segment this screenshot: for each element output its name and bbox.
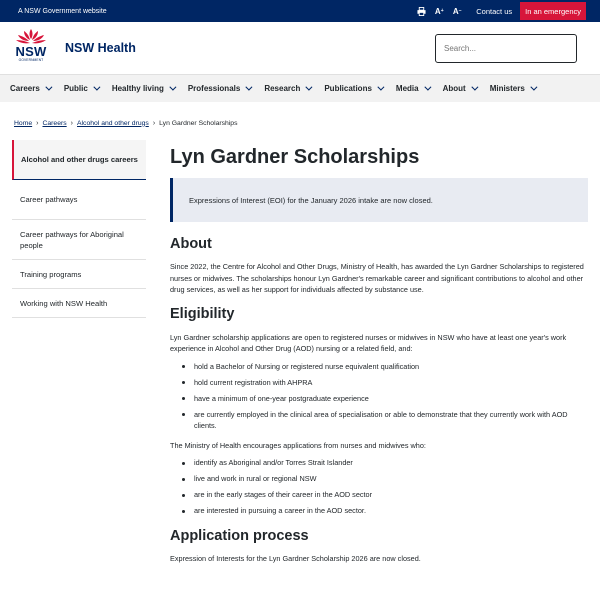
nav-item-label: Research bbox=[264, 84, 301, 93]
chevron-down-icon bbox=[93, 84, 100, 91]
text-increase-icon[interactable]: A + bbox=[434, 6, 444, 16]
nav-item-public[interactable] bbox=[64, 84, 98, 93]
sidenav-item-career-pathways[interactable]: Career pathways bbox=[12, 180, 146, 220]
sidenav-item-training-programs[interactable]: Training programs bbox=[12, 260, 146, 289]
nav-item-label: Healthy living bbox=[111, 84, 164, 93]
ministry-paragraph: The Ministry of Health encourages applications from nurses and midwives who: bbox=[170, 440, 426, 450]
main-content bbox=[170, 140, 588, 564]
nav-item-label: Professionals bbox=[187, 84, 241, 93]
nav-item-label: Ministers bbox=[489, 84, 525, 93]
printer-icon[interactable] bbox=[414, 4, 428, 18]
masthead-tools bbox=[410, 0, 586, 22]
chevron-down-icon bbox=[377, 84, 384, 91]
ministry-list bbox=[170, 457, 588, 517]
nav-item-label: Careers bbox=[10, 84, 40, 93]
breadcrumb-alcohol-and-other-drugs[interactable]: Alcohol and other drugs bbox=[77, 119, 149, 127]
emergency-button[interactable]: In an emergency bbox=[520, 2, 586, 20]
nav-item-research[interactable] bbox=[264, 84, 310, 93]
application-paragraph: Expression of Interests for the Lyn Gardner Scholarship 2026 are now closed. bbox=[170, 553, 421, 563]
side-navigation bbox=[12, 140, 146, 564]
chevron-right-icon: › bbox=[152, 119, 156, 127]
list-item: have a minimum of one-year postgraduate experience bbox=[170, 393, 588, 405]
application-heading: Application process bbox=[170, 527, 309, 544]
nav-item-label: Public bbox=[63, 84, 88, 93]
eligibility-paragraph: Lyn Gardner scholarship applications are open to registered nurses or midwives in NSW who have at least one year's work experience in Alcohol and Other Drug (AOD) nursing or a related field, and: bbox=[170, 332, 567, 353]
list-item: are interested in pursuing a career in the AOD sector. bbox=[170, 505, 588, 517]
search-input[interactable] bbox=[435, 34, 577, 63]
chevron-right-icon: › bbox=[70, 119, 74, 127]
nav-item-healthy-living[interactable] bbox=[112, 84, 174, 93]
site-title[interactable]: NSW Health bbox=[65, 41, 136, 55]
list-item: identify as Aboriginal and/or Torres Strait Islander bbox=[170, 457, 588, 469]
list-item: hold a Bachelor of Nursing or registered nurse equivalent qualification bbox=[170, 361, 588, 373]
chevron-down-icon bbox=[45, 84, 52, 91]
breadcrumb-careers[interactable]: Careers bbox=[42, 119, 67, 127]
about-paragraph: Since 2022, the Centre for Alcohol and Other Drugs, Ministry of Health, has awarded the Lyn Gardner Scholarships to registered nurses or midwives. The scholarships honour Lyn Gardner's remarkable career and significant contributions to alcohol and other drug services, as well as her support for individuals affected by substance use. bbox=[170, 262, 584, 294]
sidenav-item-aod-careers[interactable]: Alcohol and other drugs careers bbox=[12, 140, 146, 180]
sidenav-item-working-with-nsw-health[interactable]: Working with NSW Health bbox=[12, 289, 146, 318]
eligibility-heading: Eligibility bbox=[170, 305, 235, 322]
nav-item-professionals[interactable] bbox=[188, 84, 250, 93]
nav-item-label: Publications bbox=[324, 84, 372, 93]
callout-text: Expressions of Interest (EOI) for the January 2026 intake are now closed. bbox=[189, 195, 433, 205]
chevron-down-icon bbox=[424, 84, 431, 91]
site-header bbox=[0, 22, 600, 74]
main-navigation bbox=[0, 74, 600, 102]
chevron-down-icon bbox=[306, 84, 313, 91]
chevron-right-icon: › bbox=[36, 119, 39, 127]
nsw-government-logo[interactable] bbox=[13, 28, 49, 68]
breadcrumb-current: Lyn Gardner Scholarships bbox=[159, 119, 238, 127]
nav-item-careers[interactable] bbox=[10, 84, 50, 93]
breadcrumb-home[interactable]: Home bbox=[14, 119, 33, 127]
list-item: live and work in rural or regional NSW bbox=[170, 473, 588, 485]
nav-item-about[interactable] bbox=[443, 84, 476, 93]
contact-us-link[interactable]: Contact us bbox=[476, 6, 513, 16]
page-title: Lyn Gardner Scholarships bbox=[170, 146, 420, 168]
chevron-down-icon bbox=[169, 84, 176, 91]
nav-item-label: About bbox=[442, 84, 466, 93]
list-item: hold current registration with AHPRA bbox=[170, 377, 588, 389]
masthead bbox=[0, 0, 600, 22]
government-site-text: A NSW Government website bbox=[18, 7, 107, 15]
breadcrumb bbox=[0, 118, 600, 128]
eoi-closed-callout bbox=[170, 178, 588, 222]
chevron-down-icon bbox=[246, 84, 253, 91]
nav-item-label: Media bbox=[395, 84, 419, 93]
logo-subtext: GOVERNMENT bbox=[18, 58, 44, 62]
nav-item-publications[interactable] bbox=[324, 84, 382, 93]
chevron-down-icon bbox=[530, 84, 537, 91]
sidenav-item-aboriginal-pathways[interactable]: Career pathways for Aboriginal people bbox=[12, 220, 146, 260]
list-item: are in the early stages of their career in the AOD sector bbox=[170, 489, 588, 501]
logo-text: NSW bbox=[15, 44, 47, 59]
content-area bbox=[0, 140, 600, 564]
about-heading: About bbox=[170, 236, 212, 252]
text-decrease-icon[interactable]: A − bbox=[452, 6, 462, 16]
nav-item-media[interactable] bbox=[396, 84, 429, 93]
nav-item-ministers[interactable] bbox=[490, 84, 535, 93]
list-item: are currently employed in the clinical area of specialisation or able to demonstrate that they currently work with AOD clients. bbox=[170, 409, 588, 432]
chevron-down-icon bbox=[471, 84, 478, 91]
eligibility-list bbox=[170, 361, 588, 432]
